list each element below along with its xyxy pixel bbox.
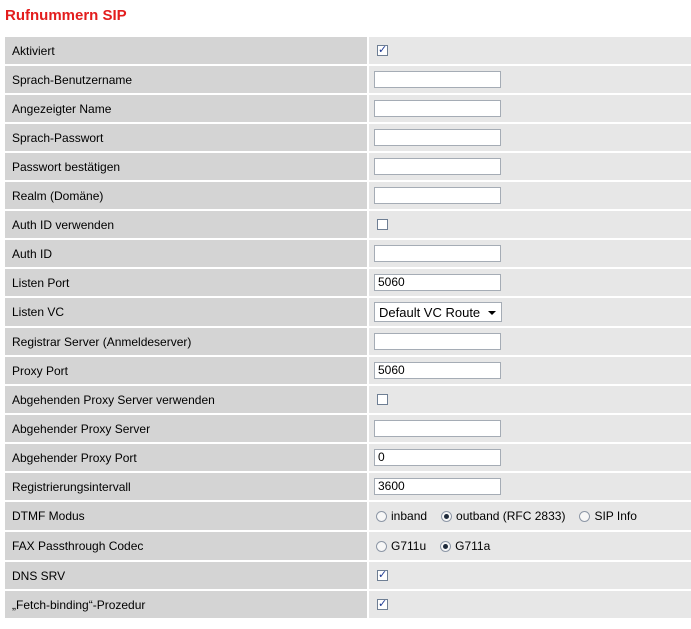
fax-g711u-option[interactable]: G711u — [374, 539, 426, 553]
label-realm: Realm (Domäne) — [5, 182, 367, 209]
abg-proxy-server-input[interactable] — [374, 420, 501, 437]
listen-port-input[interactable]: 5060 — [374, 274, 501, 291]
row-fax-codec — [5, 532, 691, 560]
row-realm — [5, 182, 691, 209]
passwort-input[interactable] — [374, 129, 501, 146]
abg-proxy-verwenden-checkbox[interactable] — [377, 394, 388, 405]
aktiviert-checkbox[interactable] — [377, 45, 388, 56]
label-passwort: Sprach-Passwort — [5, 124, 367, 151]
row-dtmf-modus — [5, 502, 691, 530]
label-abg-proxy-server: Abgehender Proxy Server — [5, 415, 367, 442]
row-auth-id — [5, 240, 691, 267]
row-aktiviert — [5, 37, 691, 64]
radio-selected-icon[interactable] — [440, 541, 451, 552]
label-dtmf-modus: DTMF Modus — [5, 502, 367, 530]
abg-proxy-port-input[interactable]: 0 — [374, 449, 501, 466]
radio-selected-icon[interactable] — [441, 511, 452, 522]
fax-codec-radio-group — [374, 539, 502, 553]
label-abg-proxy-verwenden: Abgehenden Proxy Server verwenden — [5, 386, 367, 413]
row-registrar-server — [5, 328, 691, 355]
dtmf-radio-group — [374, 509, 649, 523]
label-abg-proxy-port: Abgehender Proxy Port — [5, 444, 367, 471]
realm-input[interactable] — [374, 187, 501, 204]
checkmark-icon: ✓ — [378, 44, 388, 56]
passwort-bestaetigen-input[interactable] — [374, 158, 501, 175]
row-listen-port — [5, 269, 691, 296]
registrar-server-input[interactable] — [374, 333, 501, 350]
radio-icon[interactable] — [579, 511, 590, 522]
page-title: Rufnummern SIP — [5, 7, 127, 24]
dns-srv-checkbox[interactable] — [377, 570, 388, 581]
angezeigter-name-input[interactable] — [374, 100, 501, 117]
row-listen-vc — [5, 298, 691, 326]
label-proxy-port: Proxy Port — [5, 357, 367, 384]
row-benutzername — [5, 66, 691, 93]
registrierungsintervall-input[interactable]: 3600 — [374, 478, 501, 495]
listen-vc-selected: Default VC Route — [379, 304, 481, 320]
benutzername-input[interactable] — [374, 71, 501, 88]
row-dns-srv — [5, 562, 691, 589]
fetch-binding-checkbox[interactable] — [377, 599, 388, 610]
radio-icon[interactable] — [376, 541, 387, 552]
label-auth-id-verwenden: Auth ID verwenden — [5, 211, 367, 238]
label-fetch-binding: „Fetch-binding“-Prozedur — [5, 591, 367, 618]
label-fax-codec: FAX Passthrough Codec — [5, 532, 367, 560]
auth-id-verwenden-checkbox[interactable] — [377, 219, 388, 230]
label-listen-vc: Listen VC — [5, 298, 367, 326]
row-abg-proxy-server — [5, 415, 691, 442]
row-abg-proxy-port — [5, 444, 691, 471]
proxy-port-input[interactable]: 5060 — [374, 362, 501, 379]
label-registrierungsintervall: Registrierungsintervall — [5, 473, 367, 500]
dtmf-outband-option[interactable]: outband (RFC 2833) — [439, 509, 565, 523]
row-fetch-binding — [5, 591, 691, 618]
listen-vc-select[interactable] — [374, 302, 502, 322]
label-benutzername: Sprach-Benutzername — [5, 66, 367, 93]
row-passwort-bestaetigen — [5, 153, 691, 180]
checkmark-icon: ✓ — [378, 598, 388, 610]
sip-settings-form — [5, 37, 691, 620]
label-passwort-bestaetigen: Passwort bestätigen — [5, 153, 367, 180]
row-angezeigter-name — [5, 95, 691, 122]
row-registrierungsintervall — [5, 473, 691, 500]
label-dns-srv: DNS SRV — [5, 562, 367, 589]
auth-id-input[interactable] — [374, 245, 501, 262]
row-auth-id-verwenden — [5, 211, 691, 238]
row-passwort — [5, 124, 691, 151]
dtmf-sipinfo-option[interactable]: SIP Info — [577, 509, 636, 523]
checkmark-icon: ✓ — [378, 569, 388, 581]
label-auth-id: Auth ID — [5, 240, 367, 267]
row-proxy-port — [5, 357, 691, 384]
label-listen-port: Listen Port — [5, 269, 367, 296]
label-angezeigter-name: Angezeigter Name — [5, 95, 367, 122]
label-registrar-server: Registrar Server (Anmeldeserver) — [5, 328, 367, 355]
row-abg-proxy-verwenden — [5, 386, 691, 413]
chevron-down-icon — [488, 311, 496, 315]
fax-g711a-option[interactable]: G711a — [438, 539, 490, 553]
radio-icon[interactable] — [376, 511, 387, 522]
label-aktiviert: Aktiviert — [5, 37, 367, 64]
dtmf-inband-option[interactable]: inband — [374, 509, 427, 523]
